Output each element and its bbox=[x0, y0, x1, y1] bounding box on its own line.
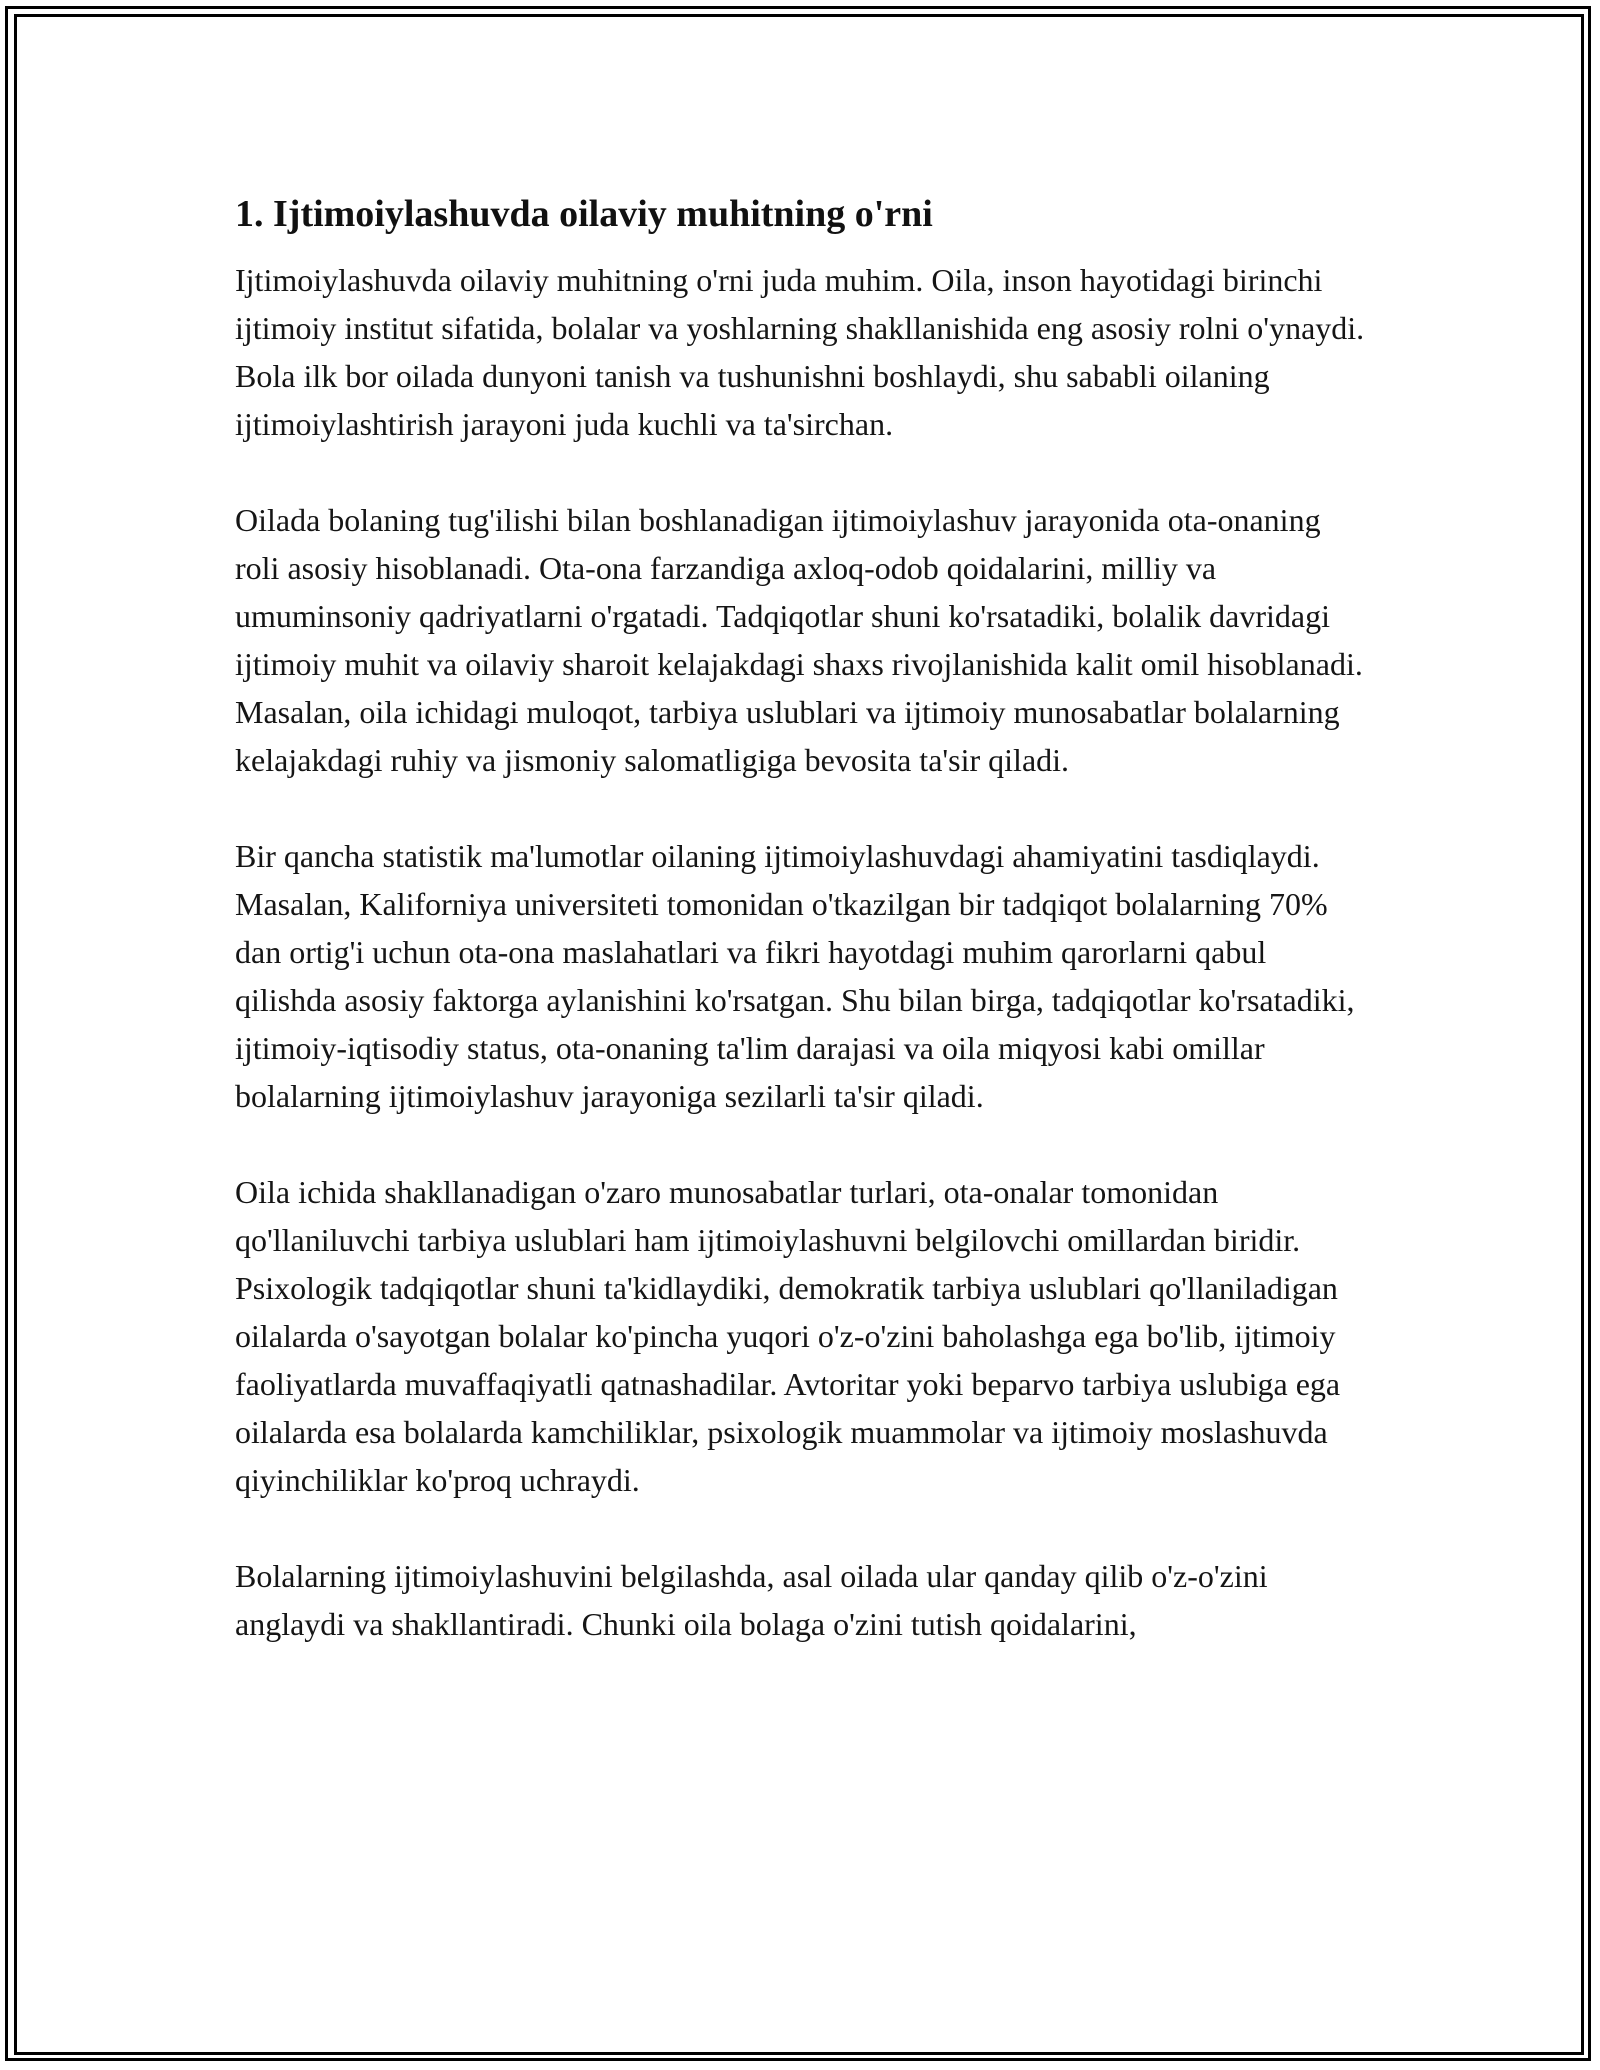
paragraph-5: Bolalarning ijtimoiylashuvini belgilashda, asal oilada ular qanday qilib o'z-o'zini anglaydi va shakllantiradi. Chunki oila bolaga o'zini tutish qoidalarini, bbox=[235, 1558, 1268, 1642]
paragraph-3: Bir qancha statistik ma'lumotlar oilaning ijtimoiylashuvdagi ahamiyatini tasdiqlaydi. Masalan, Kaliforniya universiteti tomonidan o'tkazilgan bir tadqiqot bolalarning 70% dan ortig'i uchun ota-ona maslahatlari va fikri hayotdagi muhim qarorlarni qabul qilishda asosiy faktorga aylanishini ko'rsatgan. Shu bilan birga, tadqiqotlar ko'rsatadiki, ijtimoiy-iqtisodiy status, ota-onaning ta'lim darajasi va oila miqyosi kabi omillar bolalarning ijtimoiylashuv jarayoniga sezilarli ta'sir qiladi. bbox=[235, 838, 1355, 1114]
section-heading: 1. Ijtimoiylashuvda oilaviy muhitning o'rni bbox=[235, 193, 933, 235]
paragraph-2: Oilada bolaning tug'ilishi bilan boshlanadigan ijtimoiylashuv jarayonida ota-onaning roli asosiy hisoblanadi. Ota-ona farzandiga axloq-odob qoidalarini, milliy va umuminsoniy qadriyatlarni o'rgatadi. Tadqiqotlar shuni ko'rsatadiki, bolalik davridagi ijtimoiy muhit va oilaviy sharoit kelajakdagi shaxs rivojlanishida kalit omil hisoblanadi. Masalan, oila ichidagi muloqot, tarbiya uslublari va ijtimoiy munosabatlar bolalarning kelajakdagi ruhiy va jismoniy salomatligiga bevosita ta'sir qiladi. bbox=[235, 502, 1363, 778]
paragraph-1: Ijtimoiylashuvda oilaviy muhitning o'rni juda muhim. Oila, inson hayotidagi birinchi ijtimoiy institut sifatida, bolalar va yoshlarning shakllanishida eng asosiy rolni o'ynaydi. Bola ilk bor oilada dunyoni tanish va tushunishni boshlaydi, shu sababli oilaning ijtimoiylashtirish jarayoni juda kuchli va ta'sirchan. bbox=[235, 262, 1365, 442]
paragraph-4: Oila ichida shakllanadigan o'zaro munosabatlar turlari, ota-onalar tomonidan qo'llaniluvchi tarbiya uslublari ham ijtimoiylashuvni belgilovchi omillardan biridir. Psixologik tadqiqotlar shuni ta'kidlaydiki, demokratik tarbiya uslublari qo'llaniladigan oilalarda o'sayotgan bolalar ko'pincha yuqori o'z-o'zini baholashga ega bo'lib, ijtimoiy faoliyatlarda muvaffaqiyatli qatnashadilar. Avtoritar yoki beparvo tarbiya uslubiga ega oilalarda esa bolalarda kamchiliklar, psixologik muammolar va ijtimoiy moslashuvda qiyinchiliklar ko'proq uchraydi. bbox=[235, 1174, 1341, 1498]
document-body bbox=[235, 184, 1370, 1648]
